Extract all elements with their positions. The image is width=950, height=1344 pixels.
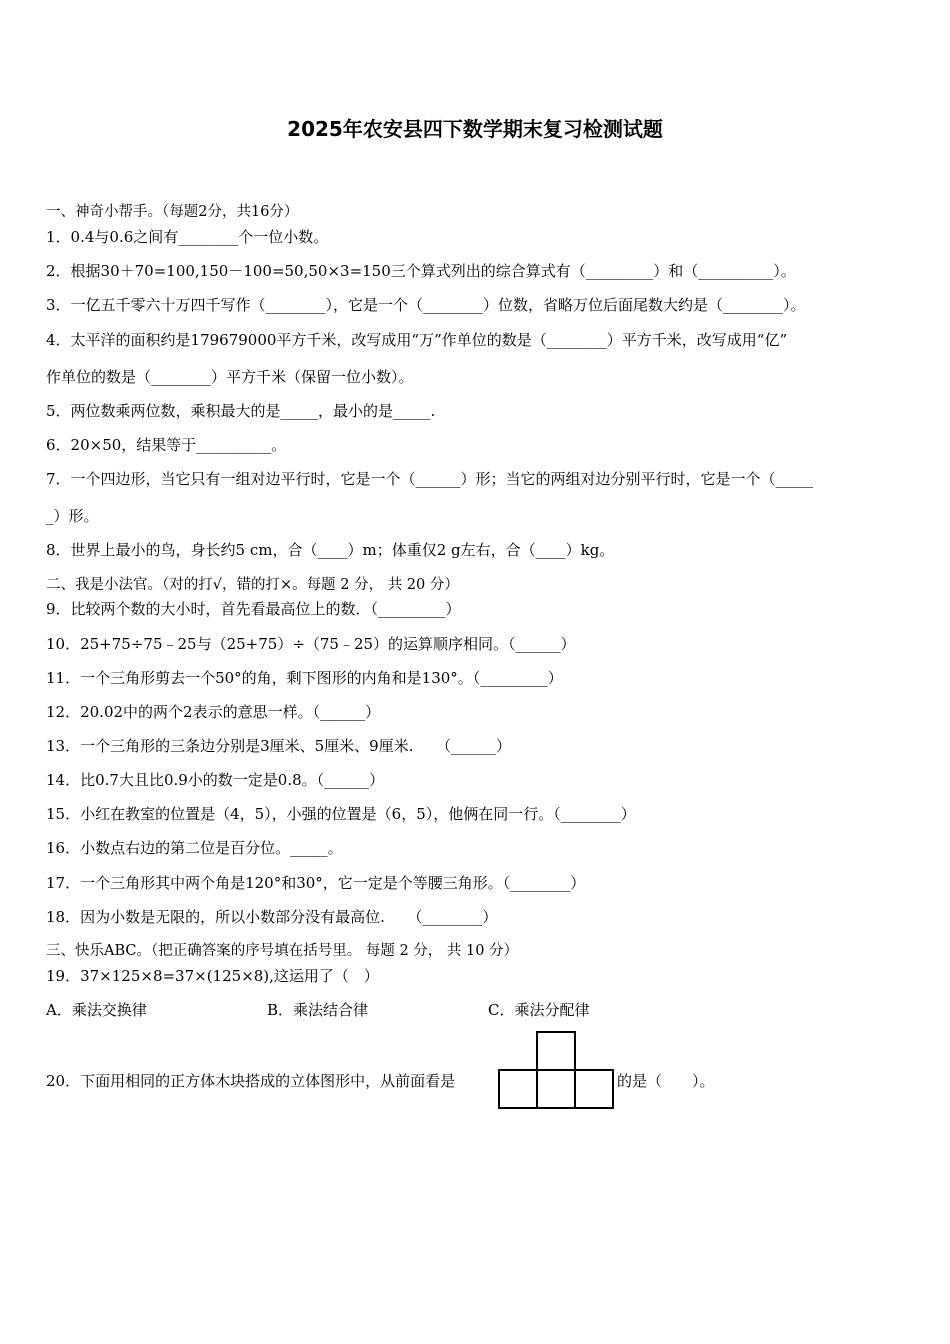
question-17: 17．一个三角形其中两个角是120°和30°，它一定是个等腰三角形。（________）	[46, 874, 586, 892]
question-13: 13．一个三角形的三条边分别是3厘米、5厘米、9厘米. （______）	[46, 737, 511, 755]
question-18: 18．因为小数是无限的，所以小数部分没有最高位. （________）	[46, 908, 498, 926]
option-b: B．乘法结合律	[267, 1001, 369, 1019]
question-4-line-2: 作单位的数是（________）平方千米（保留一位小数）。	[46, 368, 414, 386]
question-14: 14．比0.7大且比0.9小的数一定是0.8。（______）	[46, 771, 385, 789]
question-5: 5．两位数乘两位数，乘积最大的是_____，最小的是_____.	[46, 402, 436, 420]
option-a: A．乘法交换律	[46, 1001, 147, 1019]
section-heading-1: 一、神奇小帮手。（每题2分，共16分）	[46, 204, 299, 220]
question-7-line-1: 7．一个四边形，当它只有一组对边平行时，它是一个（______）形；当它的两组对边分别平行时，它是一个（_____	[46, 470, 814, 488]
question-6: 6．20×50，结果等于__________。	[46, 436, 287, 454]
question-2: 2．根据30＋70=100,150－100=50,50×3=150三个算式列出的综合算式有（_________）和（__________）。	[46, 262, 796, 280]
section-heading-2: 二、我是小法官。（对的打√，错的打×。每题 2 分， 共 20 分）	[46, 577, 459, 593]
question-3: 3．一亿五千零六十万四千写作（________），它是一个（________）位数，省略万位后面尾数大约是（________）。	[46, 296, 806, 314]
question-16: 16．小数点右边的第二位是百分位。_____。	[46, 839, 343, 857]
question-11: 11．一个三角形剪去一个50°的角，剩下图形的内角和是130°。（_________）	[46, 669, 563, 687]
question-15: 15．小红在教室的位置是（4，5），小强的位置是（6，5），他俩在同一行。（________）	[46, 805, 636, 823]
cube-bottom-middle	[536, 1069, 576, 1109]
page-title: 2025年农安县四下数学期末复习检测试题	[287, 117, 663, 141]
question-20-text: 20．下面用相同的正方体木块搭成的立体图形中，从前面看是	[46, 1072, 456, 1090]
question-10: 10．25+75÷75﹣25与（25+75）÷（75﹣25）的运算顺序相同。（______）	[46, 635, 576, 653]
question-7-line-2: _）形。	[46, 507, 99, 525]
option-c: C．乘法分配律	[488, 1001, 590, 1019]
question-1: 1．0.4与0.6之间有________个一位小数。	[46, 228, 329, 246]
front-view-figure	[498, 1031, 614, 1111]
question-8: 8．世界上最小的鸟，身长约5 cm，合（____）m；体重仅2 g左右，合（____）kg。	[46, 541, 615, 559]
cube-bottom-left	[498, 1069, 538, 1109]
question-12: 12．20.02中的两个2表示的意思一样。（______）	[46, 703, 381, 721]
question-20-suffix: 的是（ ）。	[617, 1072, 715, 1090]
section-heading-3: 三、快乐ABC。（把正确答案的序号填在括号里。 每题 2 分， 共 10 分）	[46, 943, 519, 959]
cube-bottom-right	[574, 1069, 614, 1109]
question-4-line-1: 4．太平洋的面积约是179679000平方千米，改写成用“万”作单位的数是（________）平方千米，改写成用“亿”	[46, 331, 788, 349]
question-9: 9．比较两个数的大小时，首先看最高位上的数．（_________）	[46, 600, 461, 618]
question-19: 19．37×125×8=37×(125×8),这运用了（ ）	[46, 967, 379, 985]
cube-top	[536, 1031, 576, 1071]
